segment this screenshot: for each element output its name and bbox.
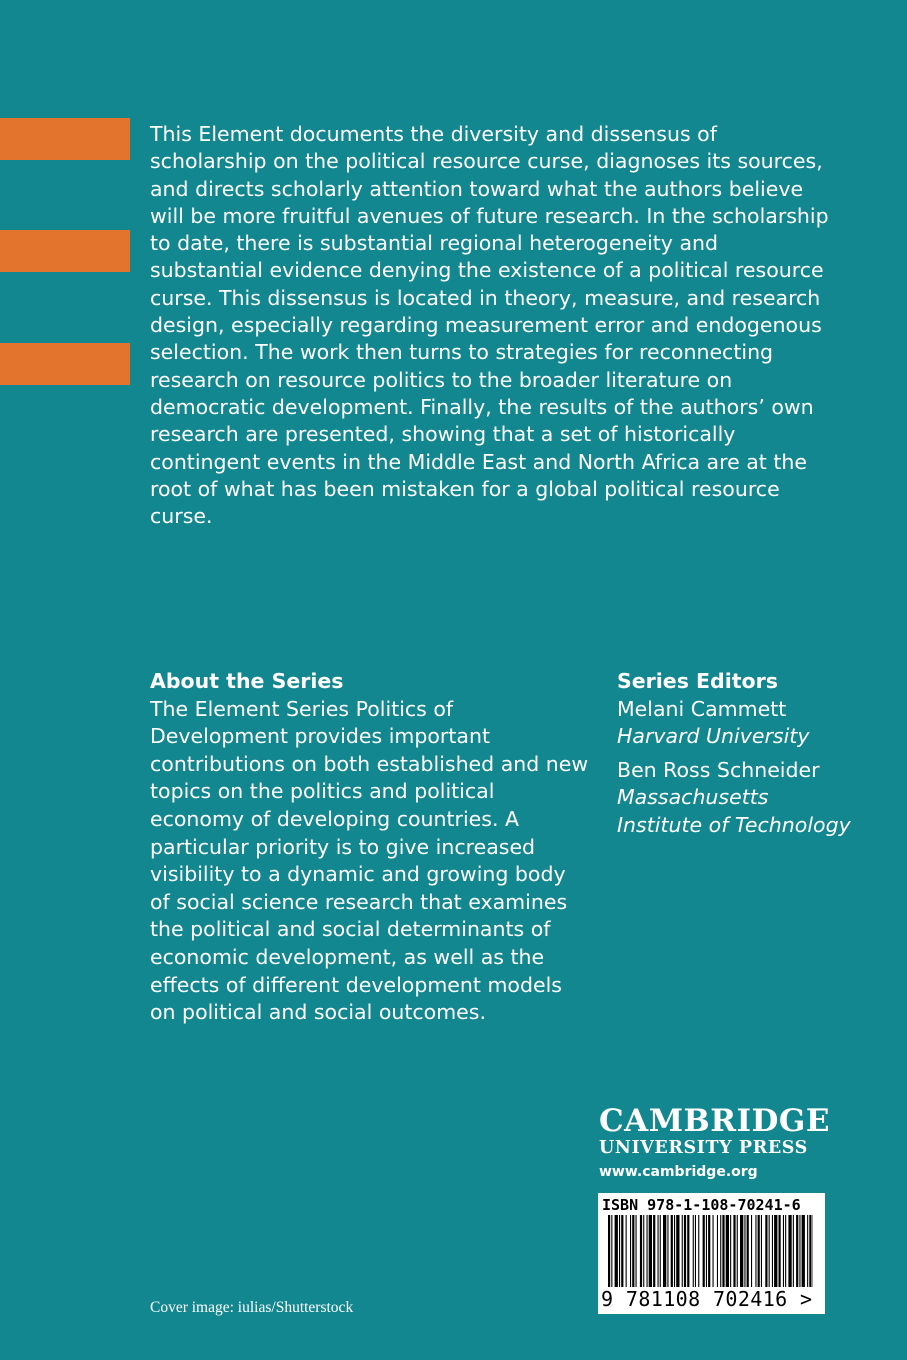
- cover-image-credit: Cover image: iulias/Shutterstock: [150, 1299, 354, 1316]
- about-series-heading: About the Series: [150, 669, 344, 693]
- book-blurb: This Element documents the diversity and dissensus of scholarship on the political resource curse, diagnoses its sources, and directs scholarly attention toward what the authors believe will be more fruitful avenues of future research. In the scholarship to date, there is substantial regional heterogeneity and substantial evidence denying the existence of a political resource curse. This dissensus is located in theory, measure, and research design, especially regarding measurement error and endogenous selection. The work then turns to strategies for reconnecting research on resource politics to the broader literature on democratic development. Finally, the results of the authors’ own research are presented, showing that a set of historically contingent events in the Middle East and North Africa are at the root of what has been mistaken for a global political resource curse.: [150, 122, 829, 529]
- publisher-url: www.cambridge.org: [599, 1164, 758, 1180]
- editor-affiliation: Harvard University: [617, 724, 810, 749]
- barcode-bars: [608, 1215, 813, 1287]
- editor-name: Melani Cammett: [617, 696, 787, 721]
- barcode-digits: 9 781108 702416 >: [601, 1287, 813, 1311]
- series-editors-heading: Series Editors: [617, 669, 778, 693]
- series-editors-section: [617, 668, 857, 846]
- editor-entry: [617, 757, 857, 840]
- accent-bar-middle: [0, 230, 130, 272]
- about-series-section: [150, 668, 590, 1027]
- publisher-subtitle: UNIVERSITY PRESS: [599, 1138, 808, 1158]
- accent-bar-top: [0, 118, 130, 160]
- about-series-text: The Element Series Politics of Development provides important contributions on both established and new topics on the politics and political economy of developing countries. A particular priority is to give increased visibility to a dynamic and growing body of social science research that examines the political and social determinants of economic development, as well as the effects of different development models on political and social outcomes.: [150, 696, 589, 1025]
- publisher-name: CAMBRIDGE: [599, 1103, 830, 1139]
- isbn-number: ISBN 978-1-108-70241-6: [602, 1196, 801, 1214]
- editor-entry: [617, 696, 857, 751]
- accent-bar-bottom: [0, 343, 130, 385]
- publisher-logo: [599, 1104, 829, 1184]
- editor-name: Ben Ross Schneider: [617, 757, 820, 782]
- isbn-barcode: [598, 1193, 825, 1314]
- editor-affiliation: Massachusetts Institute of Technology: [617, 785, 851, 837]
